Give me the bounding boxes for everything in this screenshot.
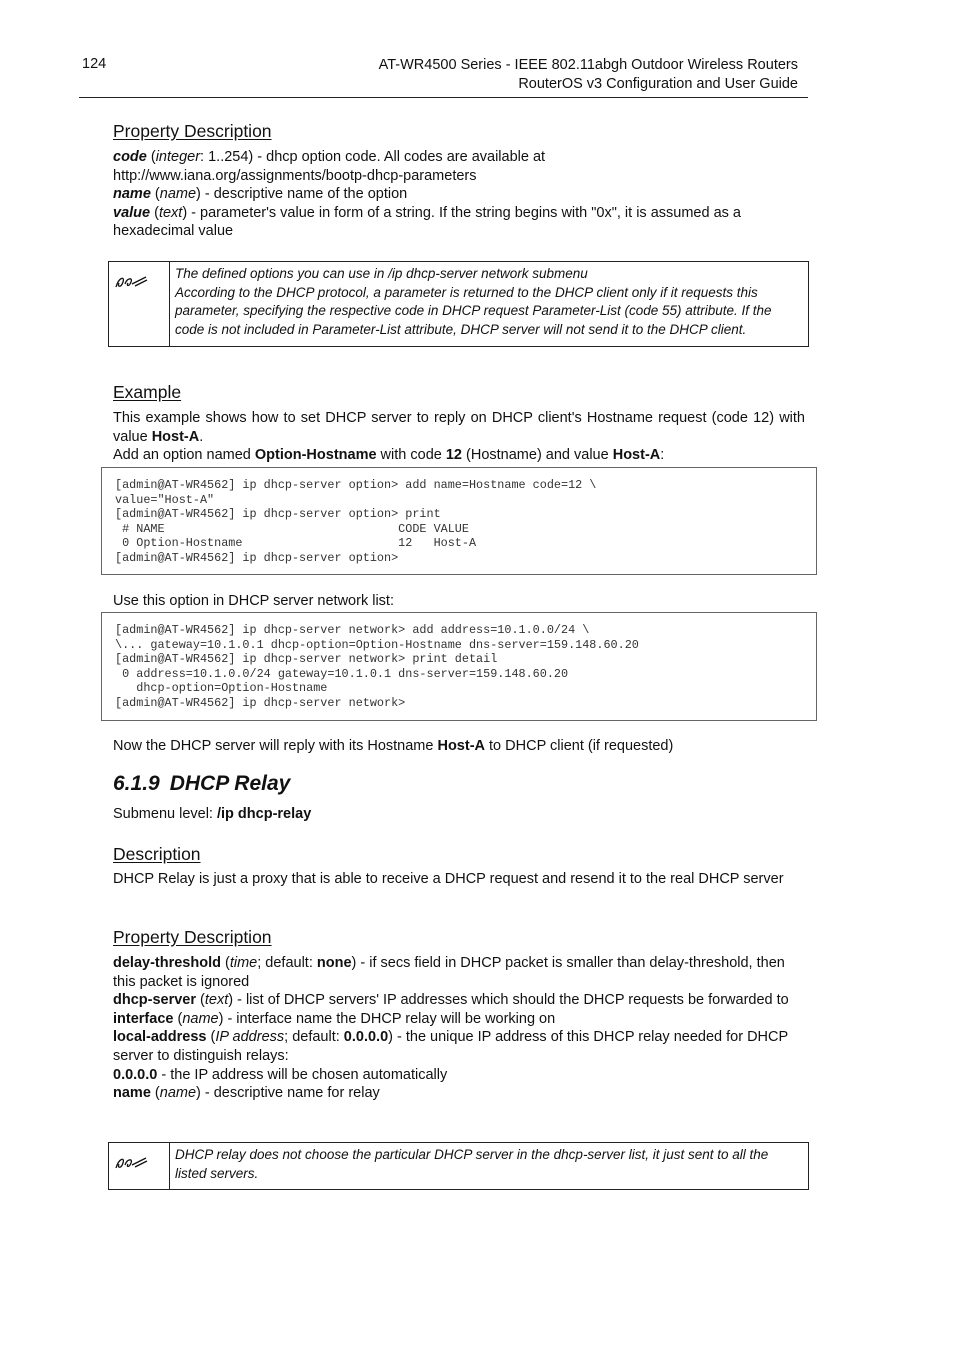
header-rule <box>79 97 808 98</box>
property-delay-threshold: delay-threshold (time; default: none) - if secs field in DHCP packet is smaller than delay-threshold, then this packet is ignored <box>113 955 785 990</box>
example-intro: This example shows how to set DHCP server to reply on DHCP client's Hostname request (code 12) with value Host-A. <box>113 410 805 445</box>
property-list <box>113 148 805 241</box>
section-heading-property-description: Property Description <box>113 121 272 141</box>
note-box <box>108 261 809 347</box>
property-interface: interface (name) - interface name the DHCP relay will be working on <box>113 1010 556 1027</box>
property-local-address: local-address (IP address; default: 0.0.0.0) - the unique IP address of this DHCP relay needed for DHCP server to distinguish relays: <box>113 1029 788 1064</box>
property-code: code (integer: 1..254) - dhcp option code. All codes are available at <box>113 149 546 165</box>
result-text: Now the DHCP server will reply with its Hostname Host-A to DHCP client (if requested) <box>113 738 674 754</box>
note-box-relay <box>108 1142 809 1190</box>
note-pen-icon <box>113 1153 149 1173</box>
note-text <box>170 262 808 346</box>
section-title-dhcp-relay: 6.1.9 DHCP Relay <box>113 772 291 795</box>
note-line-2: According to the DHCP protocol, a parameter is returned to the DHCP client only if it requests this parameter, specifying the respective code in DHCP request Parameter-List (code 55) attribute. If the code is not included in Parameter-List attribute, DHCP server will not send it to the DHCP client. <box>175 284 772 337</box>
property-name: name (name) - descriptive name of the option <box>113 186 408 203</box>
property-auto-address: 0.0.0.0 - the IP address will be chosen automatically <box>113 1066 448 1083</box>
property-name-relay: name (name) - descriptive name for relay <box>113 1085 380 1102</box>
note-line-1: The defined options you can use in /ip dhcp-server network submenu <box>175 266 588 281</box>
note-icon-cell <box>109 1143 170 1189</box>
submenu-level: Submenu level: /ip dhcp-relay <box>113 806 312 822</box>
property-value: value (text) - parameter's value in form of a string. If the string begins with "0x", it is assumed as a hexadecimal value <box>113 204 741 240</box>
section-heading-description: Description <box>113 844 201 864</box>
page-number: 124 <box>82 56 107 72</box>
running-header-title: AT-WR4500 Series - IEEE 802.11abgh Outdoor Wireless Routers <box>378 57 798 73</box>
section-heading-property-description-relay: Property Description <box>113 927 272 947</box>
code-block-option: [admin@AT-WR4562] ip dhcp-server option> add name=Hostname code=12 \ value="Host-A" [admin@AT-WR4562] ip dhcp-server option> print # NAME CODE VALUE 0 Option-Hostname 12 Host-A [admin@AT-WR4562] ip dhcp-server option> <box>101 467 817 575</box>
relay-property-list <box>113 954 805 1103</box>
running-header-subtitle: RouterOS v3 Configuration and User Guide <box>518 76 798 92</box>
section-heading-example: Example <box>113 382 182 402</box>
note-icon-cell <box>109 262 170 346</box>
code-block-network: [admin@AT-WR4562] ip dhcp-server network> add address=10.1.0.0/24 \ \... gateway=10.1.0.1 dhcp-option=Option-Hostname dns-server=159.148.60.20 [admin@AT-WR4562] ip dhcp-server network> print detail 0 address=10.1.0.0/24 gateway=10.1.0.1 dns-server=159.148.60.20 dhcp-option=Option-Hostname [admin@AT-WR4562] ip dhcp-server network> <box>101 612 817 721</box>
note-pen-icon <box>113 272 149 292</box>
note-text: DHCP relay does not choose the particular DHCP server in the dhcp-server list, it just sent to all the listed servers. <box>175 1147 769 1181</box>
example-instruction: Add an option named Option-Hostname with code 12 (Hostname) and value Host-A: <box>113 447 665 463</box>
iana-url: http://www.iana.org/assignments/bootp-dhcp-parameters <box>113 167 477 184</box>
use-option-text: Use this option in DHCP server network list: <box>113 593 394 609</box>
relay-description: DHCP Relay is just a proxy that is able to receive a DHCP request and resend it to the real DHCP server <box>113 871 784 887</box>
property-dhcp-server: dhcp-server (text) - list of DHCP servers' IP addresses which should the DHCP requests be forwarded to <box>113 992 789 1009</box>
running-header <box>379 56 798 94</box>
